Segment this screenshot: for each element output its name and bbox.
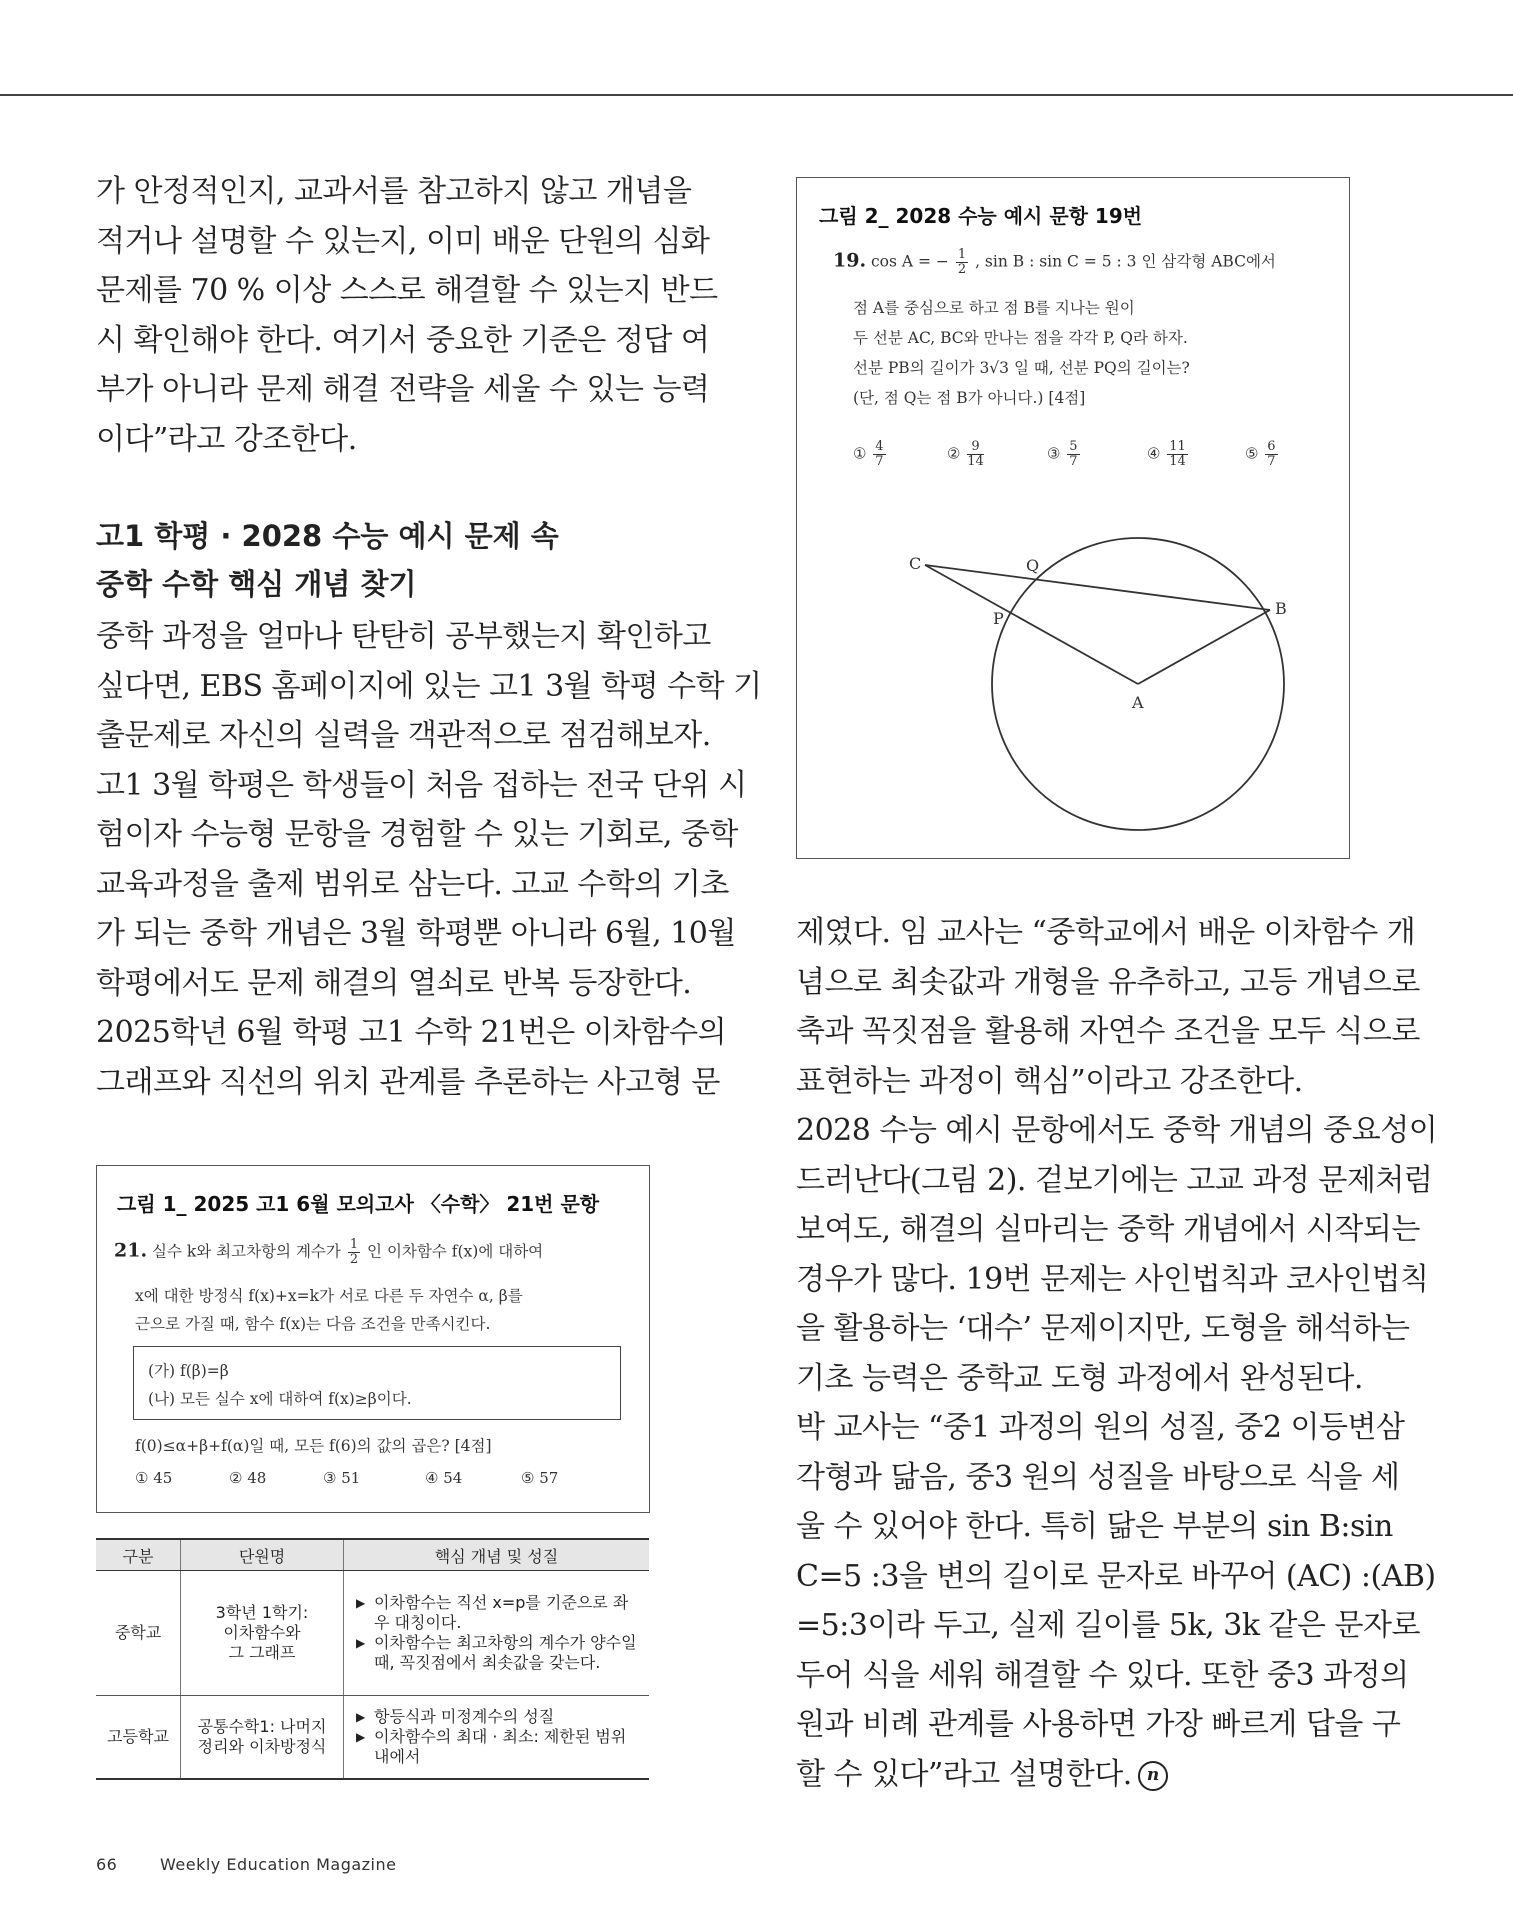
- choice: ④ 54: [425, 1469, 463, 1487]
- figure-2-question-line3: 두 선분 AC, BC와 만나는 점을 각각 P, Q라 하자.: [853, 329, 1188, 347]
- fraction-numerator: 4: [875, 439, 884, 454]
- text-line: 각형과 닮음, 중3 원의 성질을 바탕으로 식을 세: [796, 1459, 1400, 1495]
- concept-item: [356, 1727, 643, 1767]
- fraction-denominator: 7: [1069, 454, 1078, 469]
- condition-b: (나) 모든 실수 x에 대하여 f(x)≥β이다.: [148, 1390, 412, 1408]
- unit-line: 이차함수와: [223, 1623, 301, 1642]
- choice-mark: ③: [1047, 444, 1061, 463]
- concept-cell: [344, 1571, 650, 1696]
- fraction-numerator: 11: [1169, 439, 1186, 454]
- label-a: A: [1132, 693, 1144, 712]
- heading-line: 중학 수학 핵심 개념 찾기: [96, 567, 417, 601]
- question-text: cos A = −: [871, 252, 949, 271]
- bullet-icon: ▶: [356, 1596, 366, 1610]
- text-line: 출문제로 자신의 실력을 객관적으로 점검해보자.: [96, 718, 711, 753]
- right-column-text: [796, 908, 1437, 1799]
- unit-line: 3학년 1학기:: [215, 1603, 309, 1622]
- fraction-numerator: 6: [1267, 439, 1276, 454]
- text-line: 표현하는 과정이 핵심”이라고 강조한다.: [796, 1063, 1303, 1099]
- text-line: 기초 능력은 중학교 도형 과정에서 완성된다.: [796, 1360, 1363, 1396]
- column-header: 단원명: [181, 1539, 344, 1571]
- fraction-denominator: 2: [957, 262, 967, 277]
- table-row: [96, 1571, 649, 1696]
- unit-table: [96, 1538, 649, 1780]
- text-line: 문제를 70 % 이상 스스로 해결할 수 있는지 반드: [96, 273, 718, 308]
- text-line: 보여도, 해결의 실마리는 중학 개념에서 시작되는: [796, 1212, 1420, 1247]
- choice: ① 45: [135, 1469, 173, 1487]
- text-line: [796, 1750, 1437, 1800]
- figure-1-box: [96, 1165, 650, 1513]
- text-line: 적거나 설명할 수 있는지, 이미 배운 단원의 심화: [96, 223, 710, 259]
- figure-2-box: [796, 177, 1350, 859]
- choice-mark: ⑤: [1245, 444, 1259, 463]
- bullet-icon: ▶: [356, 1636, 366, 1650]
- text-line: 싶다면, EBS 홈페이지에 있는 고1 3월 학평 수학 기: [96, 668, 762, 704]
- question-text: , sin B : sin C = 5 : 3 인 삼각형 ABC에서: [975, 252, 1276, 271]
- geometry-diagram: [797, 178, 1349, 858]
- choice: ⑤ 57: [521, 1469, 559, 1487]
- category-cell: 고등학교: [96, 1696, 181, 1780]
- text-line: 원과 비례 관계를 사용하면 가장 빠르게 답을 구: [796, 1707, 1401, 1742]
- unit-line: 그 그래프: [228, 1643, 296, 1662]
- question-text: 인 이차함수 f(x)에 대하여: [367, 1242, 544, 1261]
- concept-text: 이차함수는 직선 x=p를 기준으로 좌우 대칭이다.: [374, 1593, 629, 1632]
- text-line: 부가 아니라 문제 해결 전략을 세울 수 있는 능력: [96, 372, 710, 407]
- fraction-denominator: 14: [1169, 454, 1186, 469]
- fraction-numerator: 1: [349, 1237, 359, 1252]
- concept-text: 이차함수는 최고차항의 계수가 양수일 때, 꼭짓점에서 최솟값을 갖는다.: [374, 1633, 637, 1672]
- magazine-name: Weekly Education Magazine: [160, 1855, 397, 1874]
- text-line: 교육과정을 출제 범위로 삼는다. 고교 수학의 기초: [96, 866, 729, 902]
- column-header: 구분: [96, 1539, 181, 1571]
- text-line: 2028 수능 예시 문항에서도 중학 개념의 중요성이: [796, 1113, 1438, 1148]
- figure-1-question-line1: [114, 1238, 543, 1267]
- figure-1-question-line4: f(0)≤α+β+f(α)일 때, 모든 f(6)의 값의 곱은? [4점]: [135, 1437, 492, 1455]
- unit-cell: [181, 1696, 344, 1780]
- section-heading: [96, 512, 559, 608]
- text-line: 중학 과정을 얼마나 탄탄히 공부했는지 확인하고: [96, 619, 711, 654]
- left-paragraph-1: [96, 167, 718, 464]
- fraction: [348, 1238, 360, 1267]
- heading-line: 고1 학평 · 2028 수능 예시 문제 속: [96, 519, 559, 553]
- magazine-logo-icon: n: [1138, 1761, 1168, 1791]
- text-line: 이다”라고 강조한다.: [96, 421, 357, 457]
- text-line: 제였다. 임 교사는 “중학교에서 배운 이차함수 개: [796, 915, 1416, 950]
- label-p: P: [993, 609, 1004, 628]
- text-line: 학평에서도 문제 해결의 열쇠로 반복 등장한다.: [96, 965, 692, 1001]
- text-line: 그래프와 직선의 위치 관계를 추론하는 사고형 문: [96, 1064, 720, 1100]
- figure-2-question-line5: (단, 점 Q는 점 B가 아니다.) [4점]: [853, 389, 1086, 407]
- category-cell: 중학교: [96, 1571, 181, 1696]
- figure-1-question-line3: 근으로 가질 때, 함수 f(x)는 다음 조건을 만족시킨다.: [135, 1315, 491, 1333]
- fraction-numerator: 9: [967, 440, 984, 455]
- segment-cb: [925, 565, 1270, 610]
- bullet-icon: ▶: [356, 1730, 366, 1744]
- column-header: 핵심 개념 및 성질: [344, 1539, 650, 1571]
- concept-item: [356, 1593, 643, 1633]
- bullet-icon: ▶: [356, 1710, 366, 1724]
- text-line: 2025학년 6월 학평 고1 수학 21번은 이차함수의: [96, 1015, 727, 1050]
- fraction-denominator: 14: [967, 454, 984, 469]
- text-line: 념으로 최솟값과 개형을 유추하고, 고등 개념으로: [796, 964, 1420, 1000]
- text-line-content: 할 수 있다”라고 설명한다.: [796, 1756, 1132, 1792]
- text-line: 고1 3월 학평은 학생들이 처음 접하는 전국 단위 시: [96, 767, 747, 803]
- unit-cell: [181, 1571, 344, 1696]
- top-rule: [0, 94, 1513, 96]
- text-line: 험이자 수능형 문항을 경험할 수 있는 기회로, 중학: [96, 817, 738, 852]
- table-header-row: [96, 1539, 649, 1571]
- text-line: C=5 :3을 변의 길이로 문자로 바꾸어 (AC) :(AB): [796, 1558, 1436, 1594]
- text-line: 드러난다(그림 2). 겉보기에는 고교 과정 문제처럼: [796, 1162, 1433, 1198]
- text-line: 을 활용하는 ‘대수’ 문제이지만, 도형을 해석하는: [796, 1311, 1410, 1346]
- label-b: B: [1275, 599, 1287, 618]
- text-line: 축과 꼭짓점을 활용해 자연수 조건을 모두 식으로: [796, 1014, 1420, 1049]
- table-row: [96, 1696, 649, 1780]
- concept-item: [356, 1633, 643, 1673]
- choice: ② 48: [229, 1469, 267, 1487]
- concept-text: 이차함수의 최대 · 최소: 제한된 범위 내에서: [374, 1727, 627, 1766]
- fraction-denominator: 7: [1267, 454, 1276, 469]
- left-paragraph-2: [96, 612, 762, 1107]
- question-number: 21.: [114, 1239, 148, 1262]
- question-number: 19.: [833, 249, 867, 272]
- condition-box: [133, 1346, 621, 1420]
- unit-line: 공통수학1: 나머지: [197, 1717, 327, 1736]
- choice-mark: ①: [853, 444, 867, 463]
- choice: ③ 51: [323, 1469, 361, 1487]
- concept-text: 항등식과 미정계수의 성질: [374, 1707, 555, 1726]
- choice-mark: ②: [947, 444, 961, 463]
- question-text: 실수 k와 최고차항의 계수가: [152, 1242, 341, 1261]
- page-number: 66: [96, 1855, 118, 1874]
- text-line: 박 교사는 “중1 과정의 원의 성질, 중2 이등변삼: [796, 1410, 1405, 1445]
- label-c: C: [909, 554, 922, 573]
- label-q: Q: [1026, 556, 1040, 575]
- unit-line: 정리와 이차방정식: [197, 1737, 327, 1756]
- text-line: =5:3이라 두고, 실제 길이를 5k, 3k 같은 문자로: [796, 1608, 1420, 1643]
- text-line: 가 안정적인지, 교과서를 참고하지 않고 개념을: [96, 174, 692, 209]
- figure-2-title: 그림 2_ 2028 수능 예시 문항 19번: [819, 204, 1143, 228]
- condition-a: (가) f(β)=β: [148, 1362, 229, 1380]
- text-line: 가 되는 중학 개념은 3월 학평뿐 아니라 6월, 10월: [96, 916, 736, 951]
- fraction-denominator: 7: [875, 454, 884, 469]
- concept-cell: [344, 1696, 650, 1780]
- fraction-numerator: 1: [957, 247, 967, 262]
- figure-2-question-line2: 점 A를 중심으로 하고 점 B를 지나는 원이: [853, 299, 1135, 317]
- figure-1-question-line2: x에 대한 방정식 f(x)+x=k가 서로 다른 두 자연수 α, β를: [135, 1287, 523, 1305]
- choice-mark: ④: [1147, 444, 1161, 463]
- figure-2-question-line4: 선분 PB의 길이가 3√3 일 때, 선분 PQ의 길이는?: [853, 359, 1190, 377]
- text-line: 두어 식을 세워 해결할 수 있다. 또한 중3 과정의: [796, 1657, 1409, 1693]
- fraction-numerator: 5: [1069, 439, 1078, 454]
- text-line: 경우가 많다. 19번 문제는 사인법칙과 코사인법칙: [796, 1261, 1429, 1297]
- text-line: 울 수 있어야 한다. 특히 닮은 부분의 sin B:sin: [796, 1509, 1393, 1544]
- segment-ab: [1138, 610, 1270, 684]
- text-line: 시 확인해야 한다. 여기서 중요한 기준은 정답 여: [96, 322, 710, 358]
- concept-item: [356, 1707, 643, 1727]
- fraction-denominator: 2: [349, 1252, 359, 1267]
- figure-1-title: 그림 1_ 2025 고1 6월 모의고사 〈수학〉 21번 문항: [117, 1192, 600, 1216]
